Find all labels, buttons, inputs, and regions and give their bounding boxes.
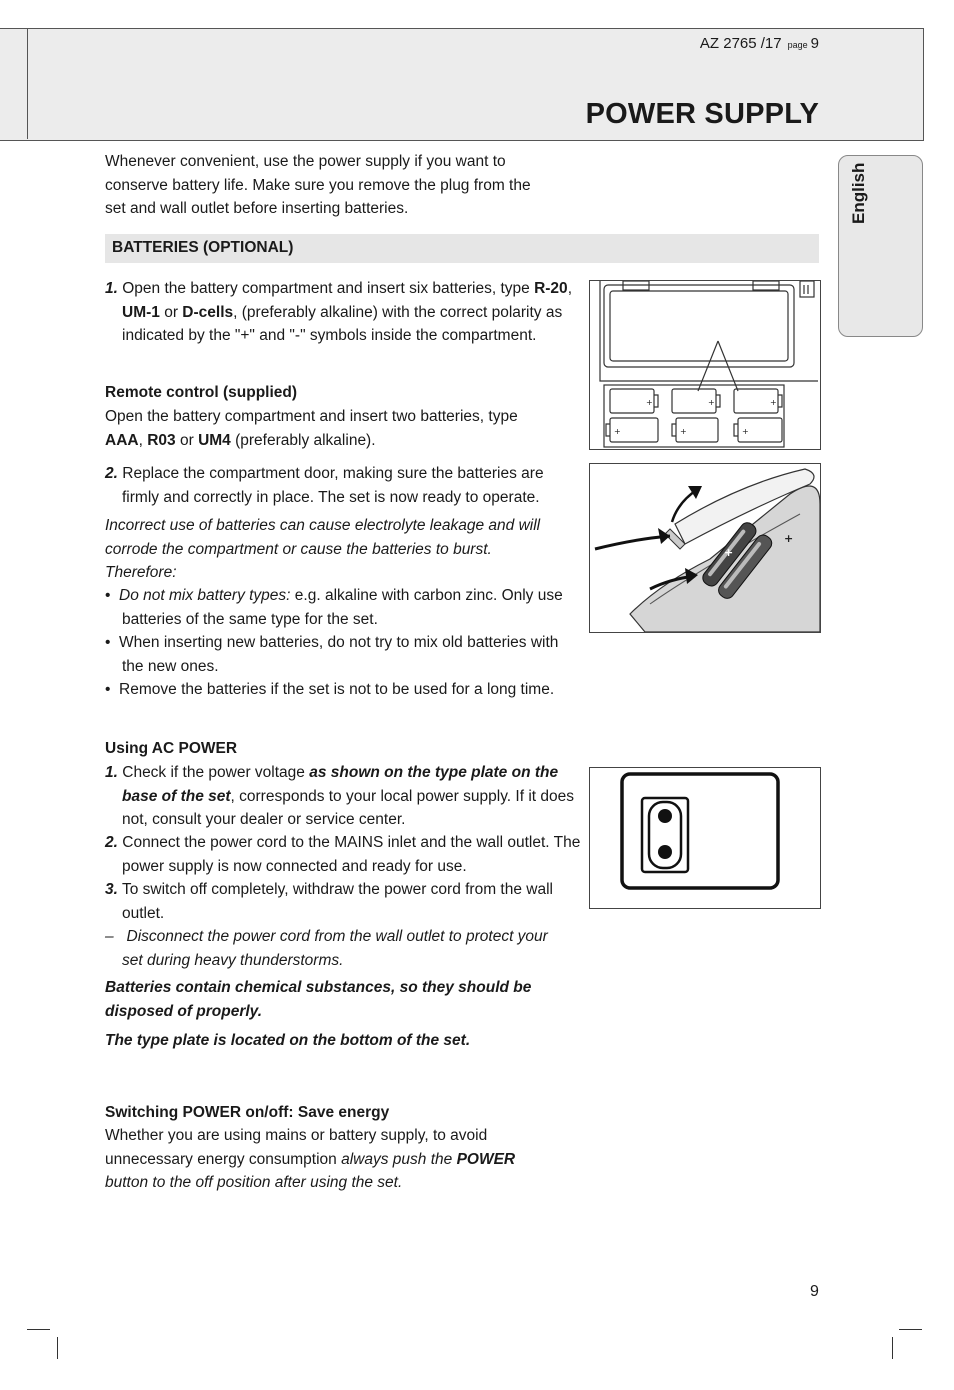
remote-control-illustration [590, 464, 820, 632]
remote-plus-mark: + [724, 546, 734, 559]
bullet-italic: Do not mix battery types: [119, 587, 291, 604]
step-number: 1. [105, 764, 118, 781]
type-plate-note: The type plate is located on the bottom of the set. [105, 1032, 471, 1049]
battery-type-dcells: D-cells [182, 303, 234, 321]
step-text: Check if the power voltage [122, 764, 310, 781]
page-ref: 9 [810, 35, 819, 52]
separator: or [159, 303, 183, 321]
step-number: 2. [105, 465, 118, 482]
ac-heading: Using AC POWER [105, 740, 238, 757]
bullet-item: • Remove the batteries if the set is not to be used for a long time. [105, 681, 555, 698]
mains-inlet-figure [589, 767, 821, 909]
energy-paragraph [105, 1124, 545, 1195]
battery-compartment-figure [589, 280, 821, 450]
page-title: POWER SUPPLY [585, 98, 819, 130]
dash-note: – Disconnect the power cord from the wall outlet to protect your set during heavy thunderstorms. [105, 928, 548, 969]
separator: or [175, 431, 199, 449]
step-text: , corresponds to your local power supply. If it does not, consult your dealer or service center. [122, 787, 574, 828]
energy-italic: button to the off position after using the set. [105, 1174, 403, 1191]
step-text: Replace the compartment door, making sure the batteries are firmly and correctly in place. The set is now ready to operate. [122, 465, 544, 506]
battery-plus-mark: + [708, 398, 715, 407]
remote-text: (preferably alkaline). [230, 431, 376, 449]
battery-plus-mark: + [614, 427, 621, 436]
bullet-item: • When inserting new batteries, do not try to mix old batteries with the new ones. [105, 634, 559, 675]
disposal-note: Batteries contain chemical substances, so they should be disposed of properly. [105, 979, 532, 1020]
separator: , [138, 431, 148, 449]
crop-mark [27, 1329, 50, 1330]
energy-italic: always push the [341, 1150, 457, 1168]
ac-step-3 [105, 878, 584, 925]
ac-step-1 [105, 761, 586, 832]
battery-type-r03: R03 [147, 431, 176, 449]
remote-paragraph [105, 405, 525, 452]
step-text: Open the battery compartment and insert six batteries, type [122, 280, 530, 297]
intro-paragraph: Whenever convenient, use the power supply if you want to conserve battery life. Make sure you remove the plug from the set and wall outlet before inserting batteries. [105, 153, 531, 217]
model-number [700, 35, 819, 52]
remote-plus-mark: + [784, 532, 794, 545]
remote-control-figure [589, 463, 821, 633]
step-number: 3. [105, 881, 118, 898]
language-label: English [849, 162, 868, 224]
language-tab [838, 155, 923, 337]
crop-mark [899, 1329, 922, 1330]
battery-type-um4: UM4 [198, 431, 231, 449]
battery-warning: Incorrect use of batteries can cause electrolyte leakage and will corrode the compartment or cause the batteries to burst. Therefore: [105, 517, 541, 581]
battery-plus-mark: + [646, 398, 653, 407]
step-number: 1. [105, 280, 118, 297]
step-text: Connect the power cord to the MAINS inlet and the wall outlet. The power supply is now connected and ready for use. [122, 834, 581, 875]
battery-type-r20: R-20 [534, 280, 568, 297]
header-margin-box [0, 28, 28, 139]
crop-mark [892, 1337, 893, 1359]
bullet-text: Remove the batteries if the set is not to be used for a long time. [119, 681, 555, 698]
bullet-text: When inserting new batteries, do not try to mix old batteries with the new ones. [119, 634, 559, 675]
step-text: , (preferably alkaline) with the correct polarity as indicated by the "+" and "-" symbols inside the compartment. [122, 303, 563, 344]
dash-note-text: Disconnect the power cord from the wall outlet to protect your set during heavy thunderstorms. [122, 928, 548, 969]
energy-heading: Switching POWER on/off: Save energy [105, 1104, 390, 1121]
crop-mark [57, 1337, 58, 1359]
battery-step-2 [105, 462, 584, 509]
battery-step-1 [105, 277, 584, 348]
ac-step-2 [105, 831, 588, 878]
mains-inlet-illustration [590, 768, 820, 908]
battery-type-aaa: AAA [105, 431, 139, 449]
battery-plus-mark: + [680, 427, 687, 436]
page-label: page [787, 40, 808, 50]
step-number: 2. [105, 834, 118, 851]
section-heading-batteries [105, 234, 819, 263]
section-heading-text: BATTERIES (OPTIONAL) [112, 239, 294, 256]
energy-text: Whether you are using mains or battery supply, to avoid unnecessary energy consumption [105, 1127, 488, 1168]
page-number: 9 [810, 1283, 819, 1300]
battery-type-um1: UM-1 [122, 303, 160, 321]
bullet-text: e.g. alkaline with carbon zinc. Only use batteries of the same type for the set. [122, 587, 563, 628]
model-text: AZ 2765 /17 [699, 35, 782, 52]
remote-heading: Remote control (supplied) [105, 384, 298, 401]
battery-plus-mark: + [742, 427, 749, 436]
separator: , [567, 280, 572, 297]
power-emphasis: POWER [456, 1150, 516, 1168]
remote-text: Open the battery compartment and insert two batteries, type [105, 408, 518, 425]
type-plate-emphasis: as shown on the type plate on the base of the set [122, 764, 559, 805]
bullet-item: • Do not mix battery types: e.g. alkaline with carbon zinc. Only use batteries of the same type for the set. [105, 587, 563, 628]
battery-plus-mark: + [770, 398, 777, 407]
step-text: To switch off completely, withdraw the power cord from the wall outlet. [121, 881, 553, 922]
battery-compartment-illustration [590, 281, 820, 449]
